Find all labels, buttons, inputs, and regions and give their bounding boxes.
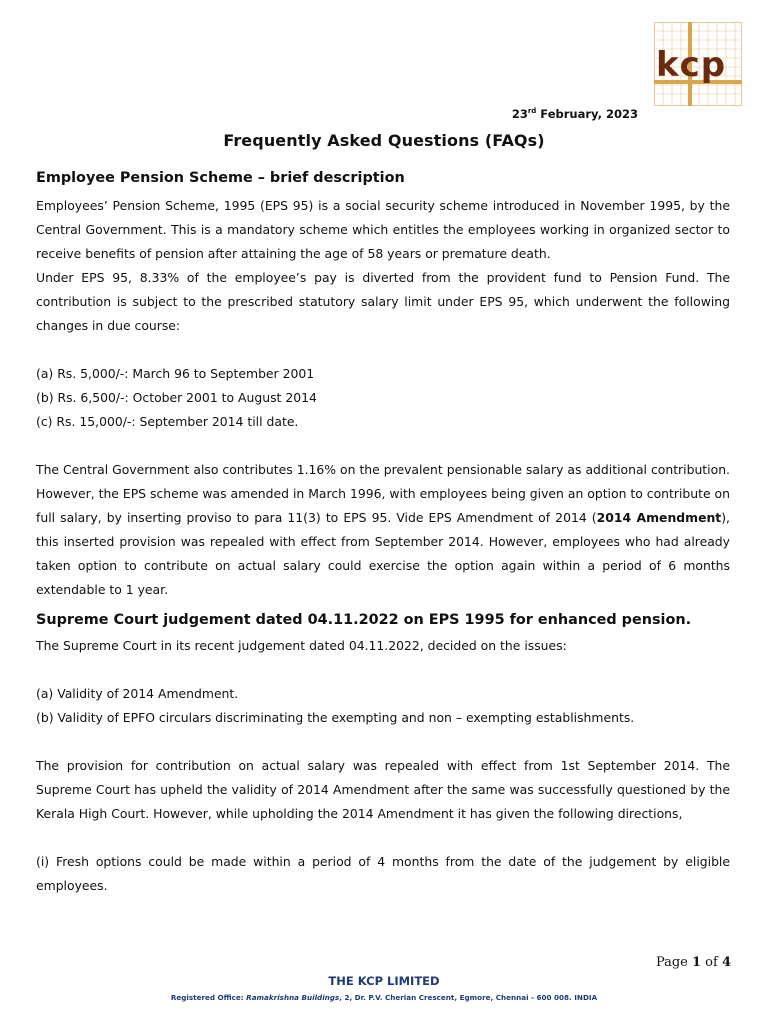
salary-limit-item: (c) Rs. 15,000/-: September 2014 till date. xyxy=(36,414,299,429)
document-body xyxy=(36,166,730,898)
paragraph-eps-contribution: Under EPS 95, 8.33% of the employee’s pay is diverted from the provident fund to Pension Fund. The contribution is subject to the prescribed statutory salary limit under EPS 95, which underwent the following changes in due course: xyxy=(36,270,730,333)
document-date: 23rd February, 2023 xyxy=(511,107,638,121)
paragraph-repeal: The provision for contribution on actual salary was repealed with effect from 1st September 2014. The Supreme Court has upheld the validity of 2014 Amendment after the same was successfully questioned by the Kerala High Court. However, while upholding the 2014 Amendment it has given the following directions, xyxy=(36,758,730,821)
section-heading-judgement: Supreme Court judgement dated 04.11.2022 on EPS 1995 for enhanced pension. xyxy=(36,612,692,628)
section-heading-eps: Employee Pension Scheme – brief description xyxy=(36,170,405,186)
registered-office-address: Registered Office: Ramakrishna Buildings, 2, Dr. P.V. Cherian Crescent, Egmore, Chennai - 600 008. INDIA xyxy=(170,993,598,1002)
paragraph-eps-intro: Employees’ Pension Scheme, 1995 (EPS 95) is a social security scheme introduced in November 1995, by the Central Government. This is a mandatory scheme which entitles the employees working in organized sector to receive benefits of pension after attaining the age of 58 years or premature death. xyxy=(36,198,730,261)
issue-item: (a) Validity of 2014 Amendment. xyxy=(36,686,239,701)
kcp-logo xyxy=(654,22,742,106)
salary-limit-item: (b) Rs. 6,500/-: October 2001 to August 2014 xyxy=(36,390,317,405)
logo-text: kcp xyxy=(656,45,727,85)
page-title: Frequently Asked Questions (FAQs) xyxy=(223,131,545,150)
company-name: THE KCP LIMITED xyxy=(328,974,440,988)
salary-limit-item: (a) Rs. 5,000/-: March 96 to September 2001 xyxy=(36,366,315,381)
page-number: Page 1 of 4 xyxy=(655,955,731,970)
direction-item: (i) Fresh options could be made within a period of 4 months from the date of the judgement by eligible employees. xyxy=(36,854,730,893)
paragraph-judgement-intro: The Supreme Court in its recent judgement dated 04.11.2022, decided on the issues: xyxy=(36,638,567,653)
issue-item: (b) Validity of EPFO circulars discriminating the exempting and non – exempting establishments. xyxy=(36,710,635,725)
paragraph-amendment: The Central Government also contributes 1.16% on the prevalent pensionable salary as additional contribution. However, the EPS scheme was amended in March 1996, with employees being given an option to contribute on full salary, by inserting proviso to para 11(3) to EPS 95. Vide EPS Amendment of 2014 (2014 Amendment), this inserted provision was repealed with effect from September 2014. However, employees who had already taken option to contribute on actual salary could exercise the option again within a period of 6 months extendable to 1 year. xyxy=(36,462,730,597)
